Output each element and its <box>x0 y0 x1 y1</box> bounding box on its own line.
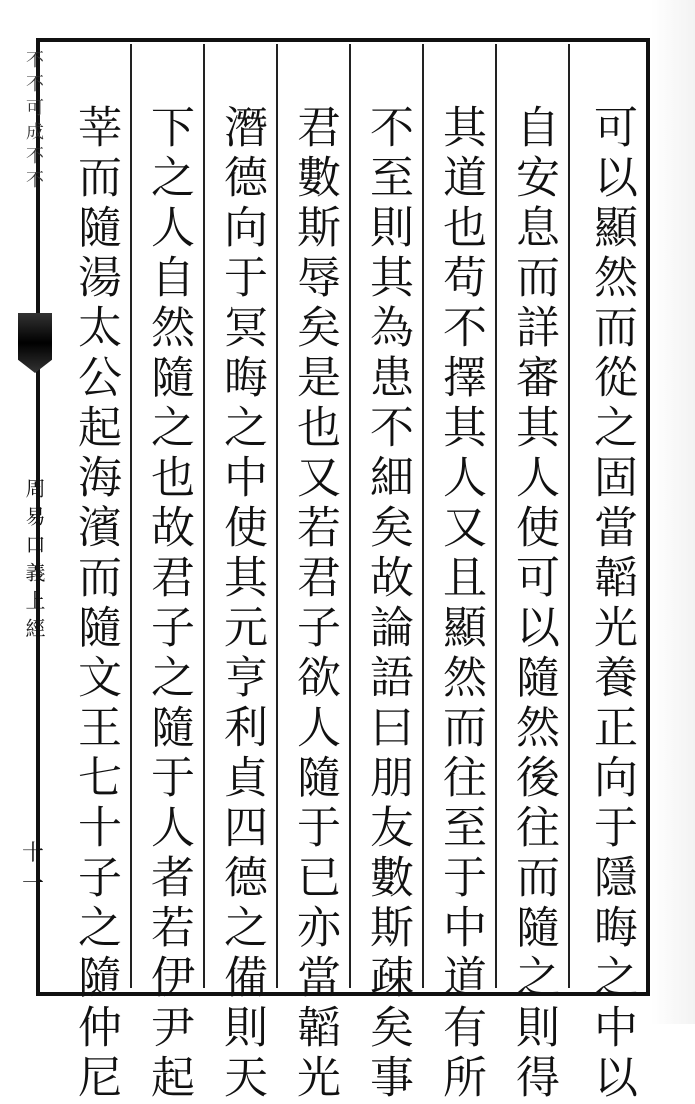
page-number: 十一 <box>22 841 45 897</box>
paper-edge <box>651 0 695 1024</box>
column-text-4: 不至則其為患不細矣故論語曰朋友數斯疎矣事 <box>362 104 413 1104</box>
column-text-1: 可以顯然而從之固當韜光養正向于隱晦之中以 <box>586 104 637 1104</box>
column-text-7: 下之人自然隨之也故君子之隨于人者若伊尹起 <box>143 104 194 1104</box>
text-column-8 <box>62 44 132 1104</box>
column-text-8: 莘而隨湯太公起海濱而隨文王七十子之隨仲尼 <box>70 104 121 1104</box>
column-text-6: 潛德向于冥晦之中使其元亨利貞四德之備則天 <box>216 104 267 1104</box>
text-column-1 <box>572 44 646 1104</box>
margin-strip <box>20 38 46 996</box>
column-text-3: 其道也苟不擇其人又且顯然而往至于中道有所 <box>435 104 486 1104</box>
text-column-7 <box>135 44 205 1104</box>
book-title: 周易口義上經 <box>22 478 46 646</box>
column-text-5: 君數斯辱矣是也又若君子欲人隨于已亦當韜光 <box>289 104 340 1104</box>
text-column-6 <box>208 44 278 1104</box>
text-column-5 <box>281 44 351 1104</box>
margin-top-text: 不不可成不不 <box>23 50 44 194</box>
text-column-2 <box>500 44 570 1104</box>
text-column-3 <box>427 44 497 1104</box>
column-text-2: 自安息而詳審其人使可以隨然後往而隨之則得 <box>508 104 559 1104</box>
text-column-4 <box>354 44 424 1104</box>
